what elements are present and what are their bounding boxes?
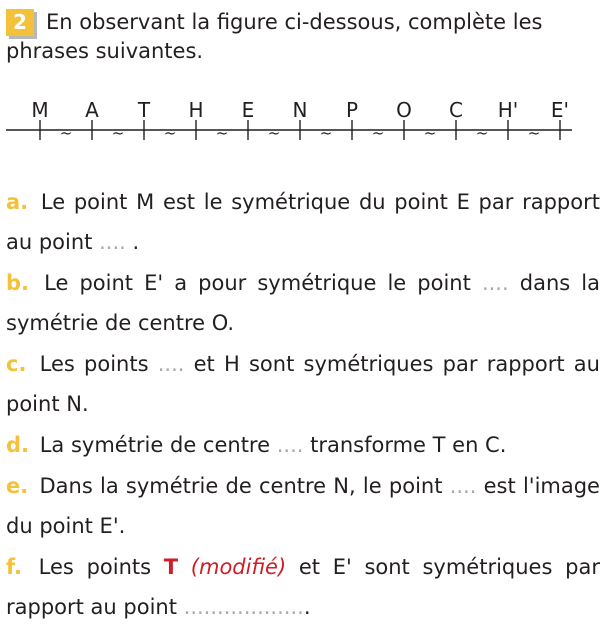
answer-blank[interactable]: ....	[481, 271, 509, 295]
exercise-number-badge: 2	[6, 9, 34, 36]
question-letter: f.	[6, 555, 22, 579]
answer-blank[interactable]: ....	[99, 230, 126, 254]
point-label: E	[241, 98, 255, 122]
point-label: N	[292, 98, 308, 122]
answer-blank[interactable]: ....	[449, 474, 477, 498]
modified-note: (modifié)	[190, 555, 287, 579]
question-letter: d.	[6, 433, 30, 457]
question-text: Le point E' a pour symétrique le point	[44, 271, 471, 295]
question-letter: c.	[6, 352, 27, 376]
equal-length-mark: ~	[163, 124, 177, 142]
equal-length-mark: ~	[527, 124, 541, 142]
exercise-instruction: En observant la figure ci-dessous, complète les phrases suivantes.	[6, 10, 543, 63]
question-text: La symétrie de centre	[39, 433, 271, 457]
question-text: Le point M est le symétrique du point E par rapport au point	[6, 190, 600, 254]
point-label: M	[31, 98, 49, 122]
question-c	[6, 344, 600, 424]
question-list	[6, 182, 600, 628]
point-label: P	[345, 98, 359, 122]
equal-length-mark: ~	[319, 124, 333, 142]
question-a	[6, 182, 600, 262]
equal-length-mark: ~	[215, 124, 229, 142]
question-e	[6, 466, 600, 546]
equal-length-mark: ~	[371, 124, 385, 142]
point-label: A	[85, 98, 99, 122]
question-text: Les points	[39, 352, 149, 376]
exercise-header	[6, 8, 602, 66]
equal-length-mark: ~	[267, 124, 281, 142]
number-line-figure	[0, 90, 608, 160]
point-label: O	[396, 98, 412, 122]
question-text-end: transforme T en C.	[310, 433, 507, 457]
equal-length-mark: ~	[111, 124, 125, 142]
question-text-end: .	[132, 230, 140, 254]
question-f	[6, 547, 600, 627]
answer-blank[interactable]: ....	[276, 433, 304, 457]
equal-length-mark: ~	[423, 124, 437, 142]
question-text: Les points	[38, 555, 152, 579]
point-label: C	[449, 98, 463, 122]
question-text-end: dans la symétrie de centre O.	[6, 271, 600, 335]
question-d	[6, 425, 600, 465]
question-text-middle: et E' sont symétriques par rapport au point	[6, 555, 600, 619]
point-label: T	[137, 98, 151, 122]
question-b	[6, 263, 600, 343]
equal-length-mark: ~	[59, 124, 73, 142]
question-text-end: et H sont symétriques par rapport au point N.	[6, 352, 600, 416]
point-label: H	[188, 98, 204, 122]
question-text-end: .	[303, 595, 311, 619]
question-text-end: est l'image du point E'.	[6, 474, 600, 538]
equal-length-mark: ~	[475, 124, 489, 142]
answer-blank[interactable]: ....	[157, 352, 185, 376]
point-label: E'	[550, 98, 570, 122]
question-letter: e.	[6, 474, 29, 498]
question-text: Dans la symétrie de centre N, le point	[39, 474, 443, 498]
answer-blank[interactable]: ..................	[183, 595, 304, 619]
modified-point: T	[163, 555, 179, 579]
question-letter: a.	[6, 190, 29, 214]
point-label: H'	[497, 98, 519, 122]
question-letter: b.	[6, 271, 30, 295]
